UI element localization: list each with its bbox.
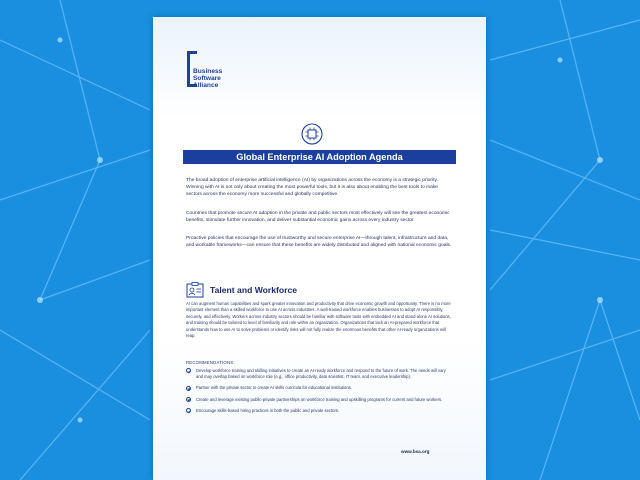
recommendation-text: Create and leverage existing public-private partnerships on workforce training and upskilling programs for current and future workers.	[196, 396, 443, 402]
bsa-logo	[187, 51, 257, 91]
footer-url-link[interactable]: www.bsa.org	[401, 449, 430, 454]
document-title: Global Enterprise AI Adoption Agenda	[236, 152, 403, 162]
logo-line-3: Alliance	[193, 82, 219, 89]
recommendation-text: Partner with the private sector to create AI skills curricula for educational institutions.	[196, 385, 352, 391]
check-circle-icon	[186, 408, 191, 413]
intro-paragraph-3: Proactive policies that encourage the use of trustworthy and secure enterprise AI—through talent, infrastructure and data, and workable frameworks—can ensure that these benefits are widely distributed and aligned with national economic goals.	[186, 236, 452, 248]
recommendation-item	[186, 408, 454, 414]
recommendation-text: Encourage skills-based hiring practices in both the public and private sectors.	[196, 407, 340, 413]
document-page	[153, 17, 486, 480]
recommendation-item	[186, 368, 454, 380]
id-badge-icon	[186, 282, 204, 298]
section-body: AI can augment human capabilities and spark greater innovation and productivity that drive economic growth and opportunity. There is no more important element than a skilled workforce to use AI across industries. A well-trained workforce enables businesses to adopt AI responsibly, securely, and effectively. Workers across industry sectors should be familiar with software tools with embedded AI and stand-alone AI solutions, and training should be tailored to level of familiarity and role within an organization. Organizations that lack an AI-prepared workforce that understands how to use AI to solve problems or identify risks will not fully realize the enormous benefits that other AI-ready organizations will reap.	[186, 301, 451, 339]
logo-line-1: Business	[193, 68, 223, 75]
recommendation-text: Develop workforce training and skilling initiatives to create an AI-ready workforce and respond to the future of work. The needs will vary and may overlap based on workforce role (e.g., office productivity, data scientist, IT team, and executive leadership).	[196, 368, 446, 380]
check-circle-icon	[186, 386, 191, 391]
check-circle-icon	[186, 397, 191, 402]
recommendations-list	[186, 368, 454, 419]
intro-paragraph-2: Countries that promote secure AI adoption in the private and public sectors most effectively will see the greatest economic benefits, stimulate further innovation, and deliver substantial economic gains across every industry sector.	[186, 211, 450, 223]
title-banner	[183, 150, 456, 164]
recommendations-label: RECOMMENDATIONS:	[186, 360, 235, 365]
section-title: Talent and Workforce	[210, 285, 298, 295]
logo-text	[193, 68, 253, 89]
logo-line-2: Software	[193, 75, 221, 82]
ai-chip-icon	[301, 123, 323, 145]
recommendation-item	[186, 385, 454, 391]
recommendation-item	[186, 397, 454, 403]
intro-paragraph-1: The broad adoption of enterprise artificial intelligence (AI) by organizations across the economy is a strategic priority. Winning with AI is not only about creating the most powerful tools, but it is also about enabling the best tools to make sectors across the economy more successful and globally competitive.	[186, 178, 439, 197]
check-circle-icon	[186, 368, 191, 373]
